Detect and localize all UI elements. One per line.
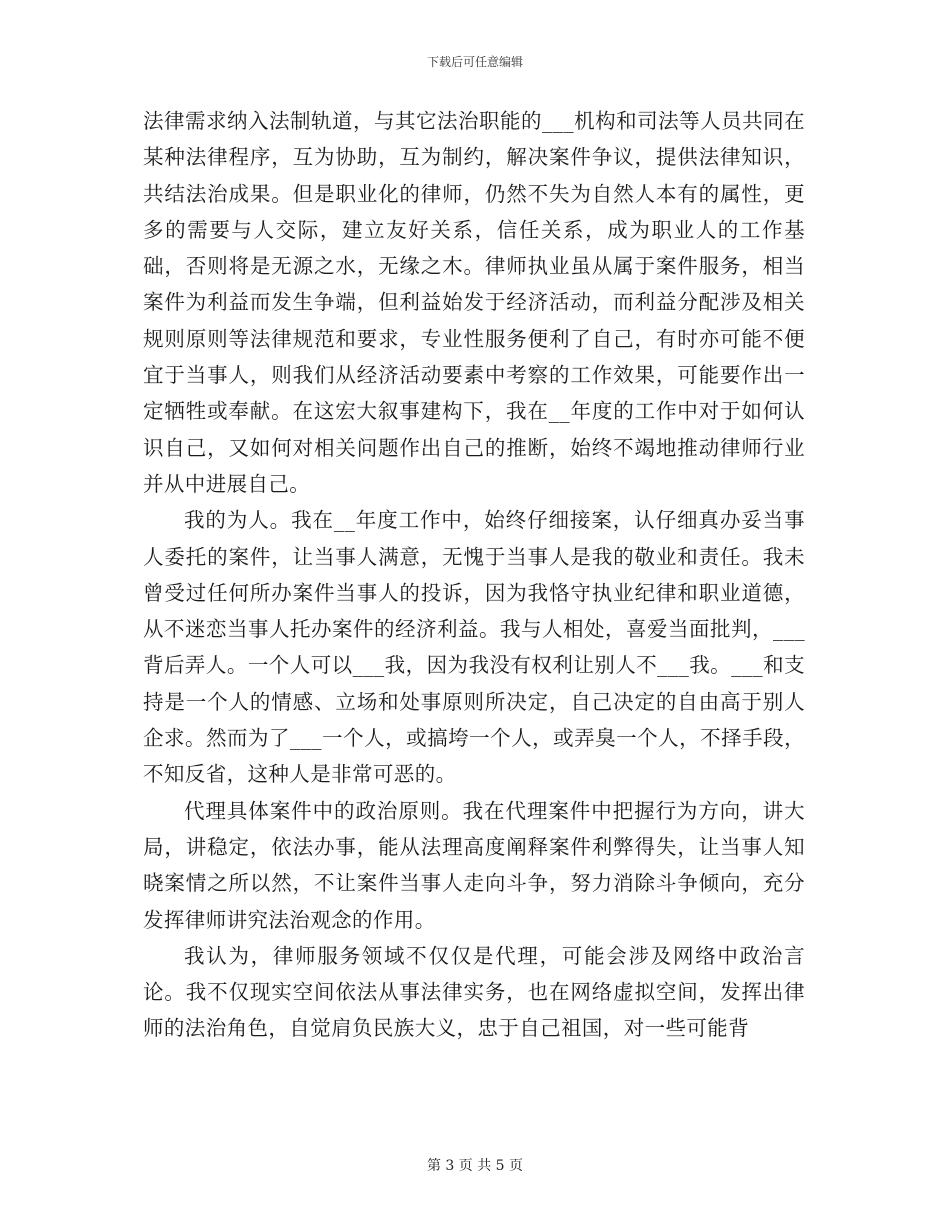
paragraph-4: 我认为，律师服务领域不仅仅是代理，可能会涉及网络中政治言论。我不仅现实空间依法从事法律实务，也在网络虚拟空间，发挥出律师的法治角色，自觉肩负民族大义，忠于自己祖国，对一些可能背	[143, 943, 805, 1041]
document-body	[143, 103, 805, 1047]
page-header: 下载后可任意编辑	[426, 55, 523, 69]
paragraph-2: 我的为人。我在__年度工作中，始终仔细接案，认仔细真办妥当事人委托的案件，让当事人满意，无愧于当事人是我的敬业和责任。我未曾受过任何所办案件当事人的投诉，因为我恪守执业纪律和职业道德，从不迷恋当事人托办案件的经济利益。我与人相处，喜爱当面批判，___背后弄人。一个人可以___我，因为我没有权利让别人不___我。___和支持是一个人的情感、立场和处事原则所决定，自己决定的自由高于别人企求。然而为了___一个人，或搞垮一个人，或弄臭一个人，不择手段，不知反省，这种人是非常可恶的。	[143, 508, 805, 787]
page-footer: 第 3 页 共 5 页	[426, 1158, 524, 1174]
paragraph-1: 法律需求纳入法制轨道，与其它法治职能的___机构和司法等人员共同在某种法律程序，互为协助，互为制约，解决案件争议，提供法律知识，共结法治成果。但是职业化的律师，仍然不失为自然人本有的属性，更多的需要与人交际，建立友好关系，信任关系，成为职业人的工作基础，否则将是无源之水，无缘之木。律师执业虽从属于案件服务，相当案件为利益而发生争端，但利益始发于经济活动，而利益分配涉及相关规则原则等法律规范和要求，专业性服务便利了自己，有时亦可能不便宜于当事人，则我们从经济活动要素中考察的工作效果，可能要作出一定牺牲或奉献。在这宏大叙事建构下，我在__年度的工作中对于如何认识自己，又如何对相关问题作出自己的推断，始终不竭地推动律师行业并从中进展自己。	[143, 109, 805, 496]
paragraph-3: 代理具体案件中的政治原则。我在代理案件中把握行为方向，讲大局，讲稳定，依法办事，能从法理高度阐释案件利弊得失，让当事人知晓案情之所以然，不让案件当事人走向斗争，努力消除斗争倾向，充分发挥律师讲究法治观念的作用。	[143, 798, 805, 932]
